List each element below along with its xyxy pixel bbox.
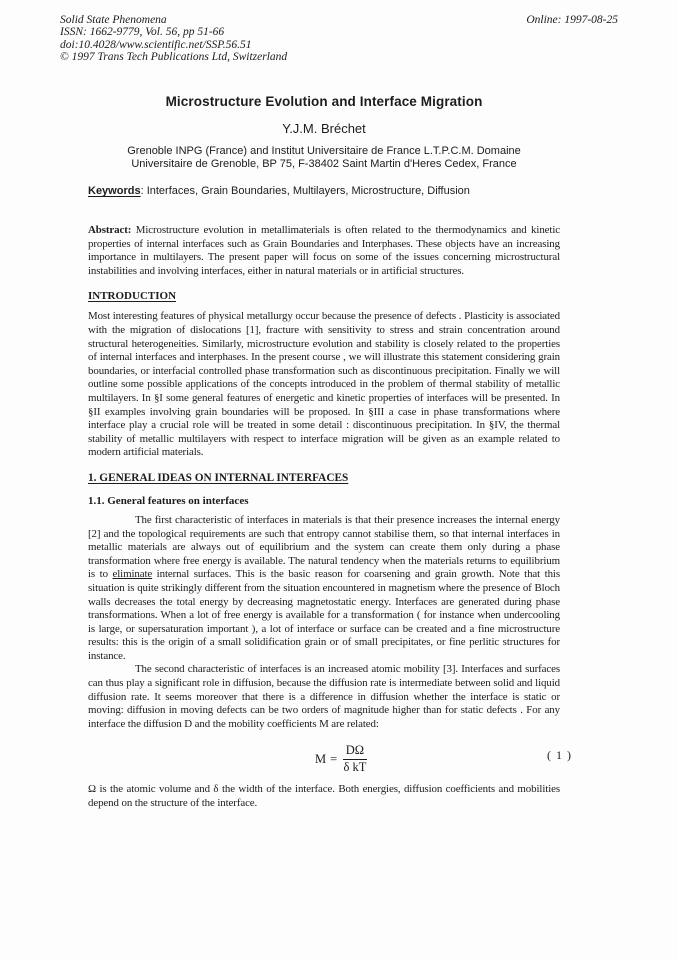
section-1-heading: 1. GENERAL IDEAS ON INTERNAL INTERFACES [88,471,349,484]
paragraph-first-characteristic [88,514,560,664]
affiliation-line-2: Universitaire de Grenoble, BP 75, F-38402 Saint Martin d'Heres Cedex, France [131,157,517,170]
journal-name: Solid State Phenomena [60,14,167,26]
journal-header-left [60,14,287,64]
equation-1 [88,740,572,778]
equation-lhs: M = [314,751,338,766]
introduction-paragraph: Most interesting features of physical metallurgy occur because the presence of defects . Plasticity is associated with the migration of dislocations [1], fracture with sensitivity to stress and strain concentration around structural heterogeneities. Similarly, microstructure evolution and stability is closely related to the properties of internal interfaces and interphases. In the present course , we will illustrate this statement considering grain boundaries, or interfacial controlled phase transformation such as discontinuous precipitation. Finally we will outline some possible applications of the concepts introduced in the problem of thermal stability of metallic multilayers. In §I some general features of energetic and kinetic properties of interfaces will be presented. In §II examples involving grain boundaries will be proposed. In §III a case in phase transformations where interface play a crucial role will be treated in some detail : discontinuous precipitation. In §IV, the thermal stability of metallic multilayers with respect to interface migration will be given as an example related to modern artificial materials. [88,310,560,459]
affiliation [88,145,560,171]
keywords-label: Keywords [88,185,141,198]
section-1-1-heading: 1.1. General features on interfaces [88,494,249,507]
online-date: Online: 1997-08-25 [526,14,618,26]
title-block [88,94,560,197]
paragraph-omega-definition: Ω is the atomic volume and δ the width of the interface. Both energies, diffusion coefficients and mobilities depend on the structure of the interface. [88,783,560,810]
abstract-paragraph [88,224,560,278]
doi-line: doi:10.4028/www.scientific.net/SSP.56.51 [60,38,252,51]
keywords-row [88,185,560,197]
equation-numerator: DΩ [343,744,367,760]
affiliation-line-1: Grenoble INPG (France) and Institut Universitaire de France L.T.P.C.M. Domaine [127,144,521,157]
paragraph-second-characteristic: The second characteristic of interfaces is an increased atomic mobility [3]. Interfaces and surfaces can thus play a significant role in diffusion, because the diffusion rate is intermediate between solid and liquid diffusion rate. It seems moreover that there is a difference in diffusion whether the interface is static or moving: diffusion in moving defects can be two orders of magnitude higher than for static defects . For any interface the diffusion D and the mobility coefficients M are related: [88,663,560,730]
equation-fraction [343,744,367,775]
para1-text-before: The first characteristic of interfaces in materials is that their presence increases the internal energy [2] and the topological requirements are such that entropy cannot stabilise them, so that internal interfaces in metallic materials are always out of equilibrium and the system can create them only during a phase transformation where free energy is available. The natural tendency when the materials returns to equilibrium is to [88,513,560,581]
abstract-text: Microstructure evolution in metallimaterials is often related to the thermodynamics and kinetic properties of internal interfaces such as Grain Boundaries and Interphases. These objects have an increasing importance in multilayers. The present paper will focus on some of the issues concerning microstructural instabilities and involving interfaces, either in natural materials or in artificial structures. [88,224,560,277]
introduction-heading: INTRODUCTION [88,290,177,303]
keywords-list: : Interfaces, Grain Boundaries, Multilayers, Microstructure, Diffusion [140,185,470,198]
journal-header [0,0,678,64]
issn-line: ISSN: 1662-9779, Vol. 56, pp 51-66 [60,26,225,39]
paper-title: Microstructure Evolution and Interface Migration [165,93,483,109]
paper-author: Y.J.M. Bréchet [282,120,366,136]
content-column [88,93,572,811]
abstract-label: Abstract: [88,224,132,237]
equation-denominator: δ kT [343,759,367,774]
equation-number: ( 1 ) [547,748,572,763]
equation-body [88,744,560,775]
eliminate-underlined-word: eliminate [112,568,153,581]
copyright-line: © 1997 Trans Tech Publications Ltd, Switzerland [60,51,288,64]
para1-text-after: internal surfaces. This is the basic reason for coarsening and grain growth. Note that this situation is quite strikingly different from the situation encountered in magnetism where the presence of Bloch walls decreases the total energy by decreasing magnetostatic energy. Interfaces are generated during phase transformations. When a lot of free energy is available for a transformation ( for instance when undercooling is large, or supersaturation important ), a lot of interface or surface can be created and a fine microstructure results: this is the origin of a small solidification grain or of small precipitates, or fine perlitic structures for instance. [88,568,560,662]
